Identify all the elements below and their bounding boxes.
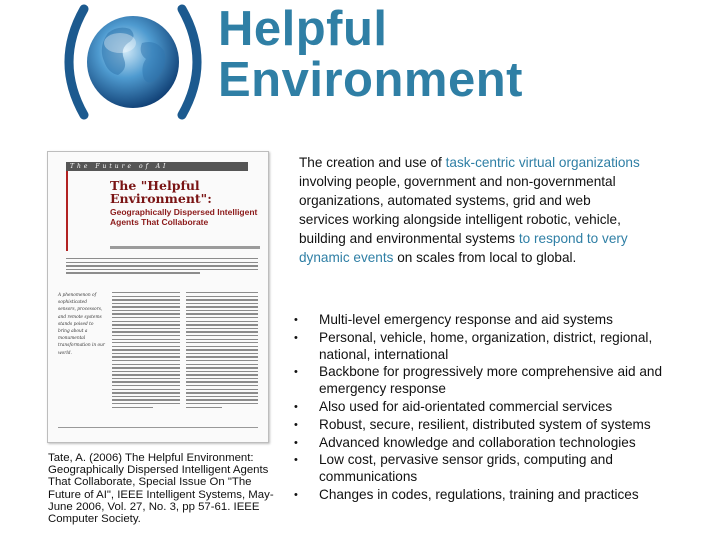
article-headline: The "Helpful Environment":: [110, 178, 212, 206]
globe-logo-icon: [58, 3, 208, 121]
article-footer: [58, 427, 258, 428]
intro-text-1: The creation and use of: [299, 155, 446, 170]
article-byline: [110, 246, 260, 249]
bullet-text: Backbone for progressively more comprehensive aid and emergency response: [319, 364, 663, 397]
list-item: [291, 487, 706, 504]
page-title: [218, 4, 523, 106]
title-line-2: Environment: [218, 53, 523, 107]
article-accent-bar: [66, 171, 68, 251]
article-subtitle: Geographically Dispersed Intelligent Agents That Collaborate: [110, 207, 258, 227]
bullet-text: Changes in codes, regulations, training and practices: [319, 486, 639, 502]
bullet-list: [291, 312, 706, 505]
list-item: [291, 417, 706, 434]
list-item: [291, 312, 706, 329]
list-item: [291, 452, 706, 486]
list-item: [291, 330, 706, 364]
bullet-text: Low cost, pervasive sensor grids, computing and communications: [319, 452, 613, 485]
list-item: [291, 399, 706, 416]
bullet-icon: •: [294, 488, 298, 501]
article-thumbnail: [47, 151, 269, 443]
intro-text-2: involving people, government and non-governmental organizations, automated systems, grid and web services working alongside intelligent robotic, vehicle, building and environmental systems: [299, 174, 621, 246]
bullet-text: Personal, vehicle, home, organization, district, regional, national, international: [319, 329, 653, 362]
title-line-1: Helpful: [218, 2, 388, 56]
list-item: [291, 435, 706, 452]
bullet-text: Robust, secure, resilient, distributed system of systems: [319, 416, 651, 432]
bullet-text: Advanced knowledge and collaboration technologies: [319, 434, 636, 450]
intro-text-3: on scales from local to global.: [393, 250, 577, 265]
article-pull-quote: A phenomenon of sophisticated sensors, processors, and remote systems stands poised to bring about a monumental transformation in our world.: [58, 293, 105, 356]
bullet-icon: •: [294, 454, 298, 467]
citation-text: Tate, A. (2006) The Helpful Environment: Geographically Dispersed Intelligent Agents That Collaborate, Special Issue On "The Future of AI", IEEE Intelligent Systems, May-June 2006, Vol. 27, No. 3, pp 57-61. IEEE Computer Society.: [48, 452, 274, 526]
bullet-icon: •: [294, 314, 298, 326]
bullet-text: Also used for aid-orientated commercial services: [319, 398, 613, 414]
intro-highlight-1: task-centric virtual organizations: [445, 155, 640, 170]
article-column-2: [186, 292, 258, 410]
bullet-icon: •: [294, 366, 298, 379]
list-item: [291, 364, 706, 398]
article-band: The Future of AI: [66, 162, 248, 171]
intro-paragraph: [299, 153, 644, 267]
bullet-icon: •: [294, 418, 298, 431]
bullet-text: Multi-level emergency response and aid systems: [319, 312, 613, 327]
bullet-icon: •: [294, 436, 298, 449]
intro-highlight-2: to respond to very dynamic events: [299, 231, 628, 265]
bullet-icon: •: [294, 331, 298, 344]
article-column-1: [112, 292, 180, 410]
article-intro-text: [66, 258, 258, 276]
bullet-icon: •: [294, 400, 298, 413]
